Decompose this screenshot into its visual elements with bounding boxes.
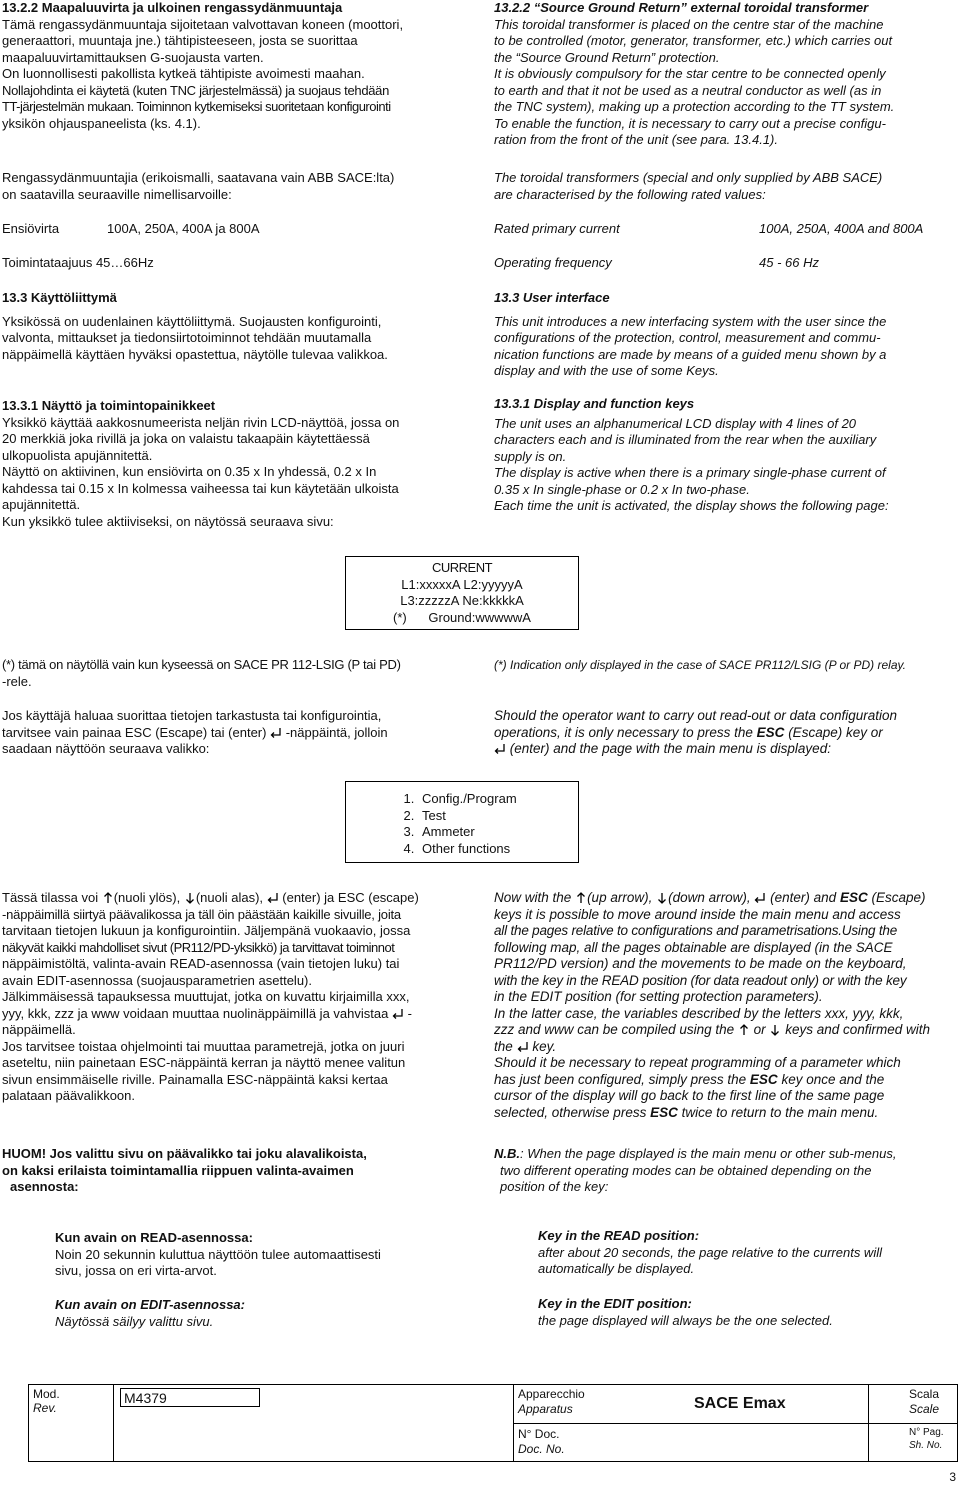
text-line: -näppäimillä siirtyä päävalikossa ja täll öin päästään kaikille sivuille, joita [2,906,401,922]
footer-apparatus-cell [514,1385,869,1423]
section-1331-title-fi: 13.3.1 Näyttö ja toimintopainikkeet [2,398,216,413]
text-line: This unit introduces a new interfacing system with the user since the [494,313,887,329]
text-line: Jos tarvitsee toistaa ohjelmointi tai muuttaa parametrejä, jotka on juuri [2,1038,405,1054]
frequency-text: Toimintataajuus 45…66Hz [2,255,154,270]
text-fragment: twice to return to the main menu. [681,1104,879,1120]
footer-code-box [120,1388,260,1407]
enter-key-icon [392,1008,404,1020]
text-fragment: (Escape) [871,890,926,905]
text-line: position of the key: [500,1179,609,1194]
text-line: It is obviously compulsory for the star centre to be connected openly [494,66,886,81]
text-line: näkyvät kaikki mahdolliset sivut (PR112/PD-yksikkö) ja tarvittavat toiminnot [2,939,395,955]
text-line: are characterised by the following rated values: [494,186,766,202]
text-line: automatically be displayed. [538,1261,695,1276]
menu-item-test[interactable]: 2. Test [418,808,578,825]
text-line: maapaluuvirtamittauksen G-suojausta varten. [2,49,264,65]
edit-title-fi: Kun avain on EDIT-asennossa: [55,1297,245,1312]
footer-scala-label: Scala [909,1387,940,1401]
huom-note [2,1146,462,1196]
toroid-paragraph-fi [2,170,462,203]
text-line: in the EDIT position (for setting protection parameters). [494,989,823,1004]
text-line: generaattori, muuntaja jne.) tähtipisteeseen, josta se suorittaa [2,33,358,48]
text-line: Jälkimmäisessä tapauksessa muuttujat, jotka on kuvattu kirjaimilla xxx, [2,989,410,1004]
text-line [494,1039,954,1056]
enter-key-icon [267,892,279,904]
text-line: characters each and is illuminated from the rear when the auxiliary [494,432,877,447]
section-133-en [494,290,954,380]
footer-rev-label: Rev. [33,1401,57,1415]
footer-apparatus-label: Apparatus [518,1402,573,1416]
text-fragment: (enter) ja ESC (escape) [282,890,419,905]
text-line: on kaksi erilaista toimintamallia riippuen valinta-avaimen [2,1162,354,1178]
text-line: kahdessa tai 0.15 x In kolmessa vaiheessa tai kun käytetään ulkoista [2,480,399,496]
text-fragment: selected, otherwise press [494,1104,647,1120]
text-line: The display is active when there is a primary single-phase current of [494,465,886,480]
text-line: Yksikkö käyttää aakkosnumeerista neljän rivin LCD-näyttöä, jossa on [2,414,400,430]
text-fragment: keys and confirmed with [785,1022,931,1037]
footer-doc-code-cell [114,1385,514,1461]
enter-key-icon [270,727,282,739]
text-line: 20 merkkiä joka rivillä ja joka on valaistu takaapäin käytettäessä [2,431,370,446]
text-fragment: -näppäintä, jolloin [285,724,388,740]
text-fragment: zzz and www can be compiled using the [494,1022,735,1037]
main-menu-box [345,781,579,863]
text-line: TT-järjestelmän mukaan. Toiminnon kytkemiseksi suoritetaan konfigurointi [2,99,391,114]
text-fragment: : When the page displayed is the main menu or other sub-menus, [520,1146,897,1161]
navigation-paragraph-en [494,890,954,1121]
text-line: In the latter case, the variables described by the letters xxx, yyy, kkk, [494,1005,904,1021]
text-line [494,1146,954,1163]
footer-ndoc-label: N° Doc. [518,1427,560,1441]
text-line [494,1072,954,1089]
text-line: 0.35 x In single-phase or 0.2 x In two-phase. [494,481,750,497]
text-line: näppäimellä käyttäen hyväksi opastettua, näytölle tulevaa valikkoa. [2,346,388,362]
enter-key-icon [517,1041,529,1053]
text-line: -rele. [2,673,32,689]
text-line [494,890,954,907]
text-line: HUOM! Jos valittu sivu on päävalikko tai joku alavalikoista, [2,1146,367,1161]
menu-item-other-functions[interactable]: 4. Other functions [418,841,578,858]
text-line: after about 20 seconds, the page relative to the currents will [538,1244,882,1260]
text-line: aseteltu, niin painetaan ESC-näppäintä kerran ja näyttö menee valitun [2,1055,406,1070]
section-133-title-fi: 13.3 Käyttöliittymä [2,290,117,305]
text-fragment: - [407,1005,412,1021]
text-line: (*) tämä on näytöllä vain kun kyseessä on SACE PR 112-LSIG (P tai PD) [2,657,401,672]
text-fragment: (Escape) key or [788,724,883,740]
text-line: PR112/PD version) and the movements to be made on the keyboard, [494,956,907,971]
lcd-asterisk-note: (*) [393,609,407,625]
text-line: asennosta: [10,1179,79,1194]
down-arrow-icon [184,892,196,904]
footer-product-name: SACE Emax [694,1395,786,1412]
text-fragment: (up arrow), [587,890,653,905]
text-line [494,1105,954,1122]
esc-key-label: ESC [839,890,868,905]
text-line: Nollajohdinta ei käytetä (kuten TNC järjestelmässä) ja suojaus tehdään [2,82,390,98]
text-line: sivun ensimmäiselle riville. Painamalla ESC-näppäintä kaksi kertaa [2,1071,388,1087]
text-line: ulkopuolista apujännitettä. [2,447,153,463]
footer-page-cell [869,1423,957,1461]
text-line: This toroidal transformer is placed on the centre star of the machine [494,16,884,32]
frequency-value: 45 - 66 Hz [759,255,819,270]
text-line: Jos käyttäjä haluaa suorittaa tietojen tarkastusta tai konfigurointia, [2,708,382,723]
esc-key-label: ESC [650,1104,678,1120]
read-title-en: Key in the READ position: [538,1228,700,1243]
frequency-row-en [494,255,954,272]
up-arrow-icon [738,1024,750,1036]
frequency-row-fi [2,255,462,272]
section-1331-fi [2,398,462,530]
text-fragment: Now with the [494,890,572,905]
text-fragment: (nuoli ylös), [113,890,181,905]
footer-docno-cell [514,1423,869,1461]
text-line: nication functions are made by means of a guided menu shown by a [494,346,887,362]
text-line: Näytössä säilyy valittu sivu. [55,1313,214,1329]
text-line: To enable the function, it is necessary to carry out a precise configu- [494,115,886,131]
text-fragment: Tässä tilassa voi [2,890,99,905]
text-line: with the key in the READ position (for data readout only) or with the key [494,972,907,988]
finnish-column [2,0,462,132]
toroid-paragraph-en [494,170,954,203]
text-line [494,741,954,758]
text-line: on saatavilla seuraaville nimellisarvoille: [2,186,232,202]
text-fragment: (enter) and the page with the main menu is displayed: [509,741,831,756]
rated-current-label: Ensiövirta [2,221,60,236]
footer-title-block [28,1384,958,1462]
text-line: The unit uses an alphanumerical LCD display with 4 lines of 20 [494,415,857,431]
footer-doc-code: M4379 [124,1390,167,1406]
text-line: Tämä rengassydänmuuntaja sijoitetaan valvottavan koneen (moottori, [2,16,404,32]
lcd-current-page [345,556,579,630]
section-1322-title-en: 13.2.2 “Source Ground Return” external toroidal transformer [494,0,869,15]
text-line: keys it is possible to move around inside the main menu and access [494,906,901,922]
text-line: Rengassydänmuuntajia (erikoismalli, saatavana vain ABB SACE:lta) [2,170,395,185]
text-fragment: tarvitsee vain painaa ESC (Escape) tai (enter) [2,724,267,740]
text-line: avain EDIT-asennossa (suojausparametrien asettelu). [2,972,312,988]
footer-mod-label: Mod. [33,1387,60,1401]
text-fragment: the [494,1038,513,1054]
text-line: palataan päävalikkoon. [2,1088,135,1103]
text-line: On luonnollisesti pakollista kytkeä tähtipiste avoimesti maahan. [2,66,365,81]
text-fragment: (down arrow), [668,890,751,905]
text-line: valvonta, mittaukset ja tiedonsiirtotoiminnot tehdään muutamalla [2,330,372,345]
text-line: (*) Indication only displayed in the case of SACE PR112/LSIG (P or PD) relay. [494,658,906,672]
text-line: following map, all the pages obtainable are displayed (in the SACE [494,939,893,955]
frequency-label: Operating frequency [494,255,612,270]
read-position-fi [55,1230,455,1280]
main-menu-list [346,791,578,857]
page-number: 3 [949,1470,956,1484]
rated-current-row-fi [2,221,462,238]
edit-position-en [538,1296,953,1329]
text-line: the “Source Ground Return” protection. [494,49,720,65]
text-line [2,1006,462,1023]
footer-npag-label: N° Pag. [909,1427,944,1438]
esc-key-label: ESC [756,724,785,740]
english-column [494,0,954,149]
text-line: The toroidal transformers (special and only supplied by ABB SACE) [494,170,883,185]
up-arrow-icon [575,892,587,904]
lcd-line: L1:xxxxxA L2:yyyyyA [401,576,523,592]
edit-position-fi [55,1297,455,1330]
section-1331-en [494,396,954,515]
footer-scale-label: Scale [909,1402,940,1416]
text-line: Each time the unit is activated, the display shows the following page: [494,498,889,513]
text-line: all the pages relative to configurations and parametrisations.Using the [494,923,898,938]
text-line [494,725,954,742]
footer-scale-cell [869,1385,957,1423]
text-line: cursor of the display will go back to the first line of the same page [494,1088,885,1103]
text-line: the TNC system), making up a protection according to the TT system. [494,99,895,114]
rated-current-value: 100A, 250A, 400A ja 800A [107,221,260,236]
rated-current-value: 100A, 250A, 400A and 800A [759,221,924,236]
text-line: näppäimistöltä, valinta-avain READ-asennossa (vain tietojen luku) tai [2,956,400,971]
read-position-en [538,1228,953,1278]
footer-shno-label: Sh. No. [909,1440,943,1451]
nb-label: N.B. [494,1146,520,1161]
edit-title-en: Key in the EDIT position: [538,1296,692,1311]
lcd-line-title: CURRENT [431,560,493,575]
text-line: näppäimellä. [2,1022,76,1037]
menu-item-config-program[interactable]: 1. Config./Program [418,791,578,808]
navigation-paragraph-fi [2,890,462,1105]
text-line [494,1022,954,1039]
text-line: to earth and that it not be used as a neutral conductor as well (as in [494,82,882,98]
section-133-fi [2,290,462,363]
enter-key-icon [494,743,506,755]
text-fragment: or [753,1022,766,1037]
note-en [494,657,954,674]
esc-paragraph-fi [2,708,462,758]
lcd-line [346,610,578,627]
enter-key-icon [754,892,766,904]
section-1322-title-fi: 13.2.2 Maapaluuvirta ja ulkoinen rengassydänmuuntaja [2,0,343,15]
up-arrow-icon [102,892,114,904]
lcd-ground-value: Ground:wwwwwA [428,609,531,625]
text-line: supply is on. [494,448,567,464]
esc-paragraph-en [494,708,954,758]
rated-current-row-en [494,221,954,238]
read-title-fi: Kun avain on READ-asennossa: [55,1230,253,1245]
text-fragment: (enter) and [770,890,837,905]
text-line: Kun yksikkö tulee aktiiviseksi, on näytössä seuraava sivu: [2,513,334,529]
text-line: the page displayed will always be the one selected. [538,1312,833,1328]
text-line: yksikön ohjauspaneelista (ks. 4.1). [2,115,201,131]
text-line: apujännitettä. [2,497,81,512]
text-line: configurations of the protection, control, measurement and commu- [494,330,881,345]
text-line: Noin 20 sekunnin kuluttua näyttöön tulee automaattisesti [55,1246,381,1262]
footer-mod-rev-cell [29,1385,114,1461]
section-1331-title-en: 13.3.1 Display and function keys [494,396,695,411]
text-line: Should it be necessary to repeat programming of a parameter which [494,1055,901,1070]
text-line: to be controlled (motor, generator, transformer, etc.) which carries out [494,33,893,48]
lcd-line: L3:zzzzzA Ne:kkkkkA [400,593,524,608]
text-fragment: key once and the [781,1071,885,1087]
nb-note [494,1146,954,1196]
rated-current-label: Rated primary current [494,221,620,236]
text-line: ration from the front of the unit (see para. 13.4.1). [494,132,778,147]
text-line: two different operating modes can be obtained depending on the [500,1162,872,1178]
text-line: display and with the use of some Keys. [494,363,719,378]
esc-key-label: ESC [749,1071,778,1087]
text-line: Yksikössä on uudenlainen käyttöliittymä. Suojausten konfigurointi, [2,313,382,329]
section-133-title-en: 13.3 User interface [494,290,610,305]
footer-apparecchio-label: Apparecchio [518,1387,585,1401]
text-line: Näyttö on aktiivinen, kun ensiövirta on 0.35 x In yhdessä, 0.2 x In [2,464,377,479]
text-fragment: (nuoli alas), [195,890,264,905]
menu-item-ammeter[interactable]: 3. Ammeter [418,824,578,841]
text-line: tarvitaan tietojen lukuun ja konfigurointiin. Jäljempänä vuokaavio, jossa [2,923,411,938]
text-fragment: key. [532,1038,557,1054]
text-line [2,725,462,742]
text-fragment: has just been configured, simply press the [494,1071,747,1087]
text-fragment: operations, it is only necessary to press the [494,724,753,740]
text-line: saadaan näyttöön seuraava valikko: [2,741,210,756]
note-fi [2,657,462,690]
section-1322-body-fi [2,17,462,133]
text-line: Should the operator want to carry out read-out or data configuration [494,708,897,723]
footer-docno-label: Doc. No. [518,1442,565,1456]
down-arrow-icon [656,892,668,904]
down-arrow-icon [769,1024,781,1036]
text-line: sivu, jossa on eri virta-arvot. [55,1263,217,1278]
text-fragment: yyy, kkk, zzz ja www voidaan muuttaa nuolinäppäimillä ja vahvistaa [2,1005,389,1021]
text-line [2,890,462,907]
